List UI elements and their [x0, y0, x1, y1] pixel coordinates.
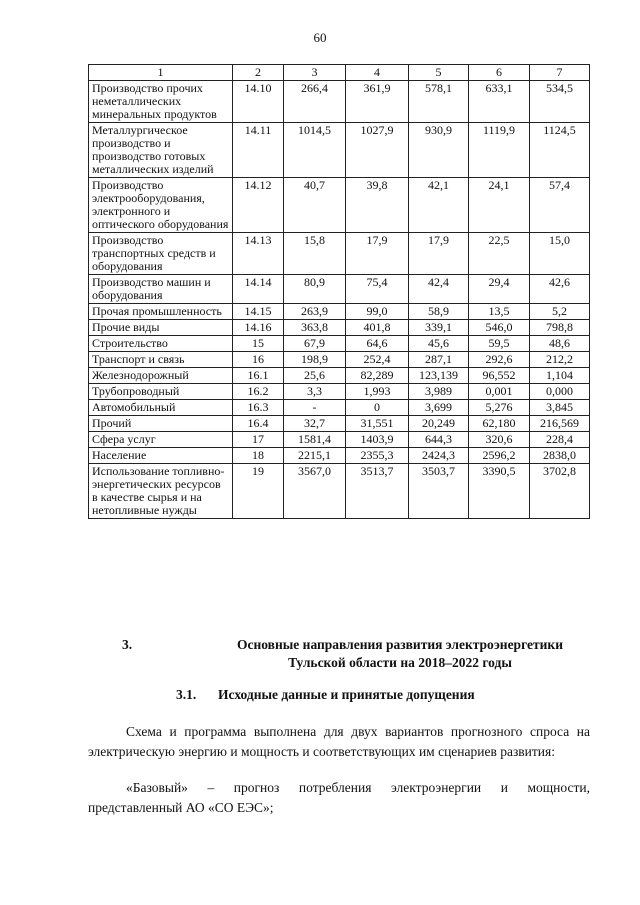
value-cell: 25,6 — [284, 368, 346, 384]
paragraph: Схема и программа выполнена для двух вариантов прогнозного спроса на электрическую энергию и мощность и соответствующих им сценариев развития: — [88, 724, 590, 759]
column-header: 4 — [346, 65, 409, 81]
column-header: 1 — [89, 65, 233, 81]
value-cell: 20,249 — [409, 416, 469, 432]
table-row — [89, 352, 590, 368]
value-cell: 29,4 — [469, 275, 530, 304]
row-label: Прочая промышленность — [89, 304, 233, 320]
value-cell: 320,6 — [469, 432, 530, 448]
row-label: Железнодорожный — [89, 368, 233, 384]
row-code: 16 — [233, 352, 284, 368]
value-cell: 3,3 — [284, 384, 346, 400]
energy-consumption-table — [88, 64, 590, 519]
row-code: 16.4 — [233, 416, 284, 432]
value-cell: 80,9 — [284, 275, 346, 304]
table-row — [89, 464, 590, 519]
value-cell: 3,845 — [530, 400, 590, 416]
row-label: Трубопроводный — [89, 384, 233, 400]
row-label: Население — [89, 448, 233, 464]
value-cell: 40,7 — [284, 178, 346, 233]
value-cell: 59,5 — [469, 336, 530, 352]
value-cell: 3513,7 — [346, 464, 409, 519]
value-cell: 0 — [346, 400, 409, 416]
value-cell: 24,1 — [469, 178, 530, 233]
value-cell: 5,2 — [530, 304, 590, 320]
value-cell: 67,9 — [284, 336, 346, 352]
row-code: 19 — [233, 464, 284, 519]
table-row — [89, 368, 590, 384]
row-code: 15 — [233, 336, 284, 352]
value-cell: 2355,3 — [346, 448, 409, 464]
value-cell: 1124,5 — [530, 123, 590, 178]
row-label: Сфера услуг — [89, 432, 233, 448]
value-cell: 578,1 — [409, 81, 469, 123]
column-header: 2 — [233, 65, 284, 81]
section-number: 3. — [122, 637, 133, 652]
value-cell: 361,9 — [346, 81, 409, 123]
value-cell: 798,8 — [530, 320, 590, 336]
column-header: 5 — [409, 65, 469, 81]
value-cell: 123,139 — [409, 368, 469, 384]
table-row — [89, 123, 590, 178]
value-cell: 45,6 — [409, 336, 469, 352]
value-cell: 1027,9 — [346, 123, 409, 178]
row-code: 16.3 — [233, 400, 284, 416]
row-label: Автомобильный — [89, 400, 233, 416]
row-code: 18 — [233, 448, 284, 464]
value-cell: 292,6 — [469, 352, 530, 368]
value-cell: 534,5 — [530, 81, 590, 123]
value-cell: 198,9 — [284, 352, 346, 368]
value-cell: 644,3 — [409, 432, 469, 448]
section-title: Основные направления развития электроэнергетики Тульской области на 2018–2022 годы — [237, 637, 563, 670]
value-cell: 39,8 — [346, 178, 409, 233]
row-code: 14.15 — [233, 304, 284, 320]
row-code: 16.1 — [233, 368, 284, 384]
row-code: 14.10 — [233, 81, 284, 123]
row-label: Транспорт и связь — [89, 352, 233, 368]
value-cell: 212,2 — [530, 352, 590, 368]
table-row — [89, 233, 590, 275]
value-cell: 2838,0 — [530, 448, 590, 464]
table-body — [89, 81, 590, 519]
row-label: Производство прочих неметаллических минеральных продуктов — [89, 81, 233, 123]
value-cell: 99,0 — [346, 304, 409, 320]
value-cell: 32,7 — [284, 416, 346, 432]
value-cell: 287,1 — [409, 352, 469, 368]
row-label: Производство транспортных средств и оборудования — [89, 233, 233, 275]
table-row — [89, 416, 590, 432]
value-cell: 1403,9 — [346, 432, 409, 448]
value-cell: 2215,1 — [284, 448, 346, 464]
value-cell: 1581,4 — [284, 432, 346, 448]
subsection-number: 3.1. — [176, 687, 197, 702]
value-cell: 48,6 — [530, 336, 590, 352]
row-code: 14.12 — [233, 178, 284, 233]
value-cell: 15,8 — [284, 233, 346, 275]
table-header-row — [89, 65, 590, 81]
value-cell: 17,9 — [409, 233, 469, 275]
value-cell: 1,993 — [346, 384, 409, 400]
value-cell: 82,289 — [346, 368, 409, 384]
value-cell: 0,000 — [530, 384, 590, 400]
value-cell: 3503,7 — [409, 464, 469, 519]
table-row — [89, 384, 590, 400]
value-cell: 5,276 — [469, 400, 530, 416]
value-cell: 401,8 — [346, 320, 409, 336]
value-cell: 3567,0 — [284, 464, 346, 519]
value-cell: 42,1 — [409, 178, 469, 233]
value-cell: 1014,5 — [284, 123, 346, 178]
page-number: 60 — [313, 30, 327, 45]
row-code: 14.11 — [233, 123, 284, 178]
table-row — [89, 178, 590, 233]
table-row — [89, 400, 590, 416]
value-cell: 0,001 — [469, 384, 530, 400]
table-row — [89, 275, 590, 304]
value-cell: 1119,9 — [469, 123, 530, 178]
value-cell: 266,4 — [284, 81, 346, 123]
value-cell: 263,9 — [284, 304, 346, 320]
row-label: Производство машин и оборудования — [89, 275, 233, 304]
value-cell: 75,4 — [346, 275, 409, 304]
value-cell: 363,8 — [284, 320, 346, 336]
table-row — [89, 81, 590, 123]
row-code: 14.13 — [233, 233, 284, 275]
value-cell: 546,0 — [469, 320, 530, 336]
value-cell: 57,4 — [530, 178, 590, 233]
value-cell: 228,4 — [530, 432, 590, 448]
row-label: Строительство — [89, 336, 233, 352]
value-cell: 42,4 — [409, 275, 469, 304]
paragraph: «Базовый» – прогноз потребления электроэнергии и мощности, представленный АО «СО ЕЭС»; — [88, 780, 590, 815]
value-cell: 64,6 — [346, 336, 409, 352]
row-code: 14.14 — [233, 275, 284, 304]
value-cell: 3,989 — [409, 384, 469, 400]
value-cell: 96,552 — [469, 368, 530, 384]
value-cell: 58,9 — [409, 304, 469, 320]
column-header: 3 — [284, 65, 346, 81]
value-cell: 3390,5 — [469, 464, 530, 519]
row-label: Металлургическое производство и производство готовых металлических изделий — [89, 123, 233, 178]
row-label: Производство электрооборудования, электронного и оптического оборудования — [89, 178, 233, 233]
value-cell: 13,5 — [469, 304, 530, 320]
value-cell: 252,4 — [346, 352, 409, 368]
column-header: 6 — [469, 65, 530, 81]
table-row — [89, 320, 590, 336]
value-cell: 2424,3 — [409, 448, 469, 464]
row-label: Прочие виды — [89, 320, 233, 336]
value-cell: 22,5 — [469, 233, 530, 275]
row-code: 17 — [233, 432, 284, 448]
column-header: 7 — [530, 65, 590, 81]
row-label: Прочий — [89, 416, 233, 432]
value-cell: 1,104 — [530, 368, 590, 384]
table-header — [89, 65, 590, 81]
table-row — [89, 336, 590, 352]
table-row — [89, 304, 590, 320]
value-cell: 3,699 — [409, 400, 469, 416]
row-label: Использование топливно-энергетических ресурсов в качестве сырья и на нетопливные нужды — [89, 464, 233, 519]
value-cell: 339,1 — [409, 320, 469, 336]
row-code: 14.16 — [233, 320, 284, 336]
value-cell: 216,569 — [530, 416, 590, 432]
value-cell: 62,180 — [469, 416, 530, 432]
table-row — [89, 432, 590, 448]
value-cell: 15,0 — [530, 233, 590, 275]
value-cell: 633,1 — [469, 81, 530, 123]
value-cell: 31,551 — [346, 416, 409, 432]
value-cell: 930,9 — [409, 123, 469, 178]
value-cell: 42,6 — [530, 275, 590, 304]
value-cell: 3702,8 — [530, 464, 590, 519]
row-code: 16.2 — [233, 384, 284, 400]
table-row — [89, 448, 590, 464]
value-cell: 2596,2 — [469, 448, 530, 464]
value-cell: 17,9 — [346, 233, 409, 275]
value-cell: - — [284, 400, 346, 416]
subsection-title: Исходные данные и принятые допущения — [218, 687, 475, 702]
